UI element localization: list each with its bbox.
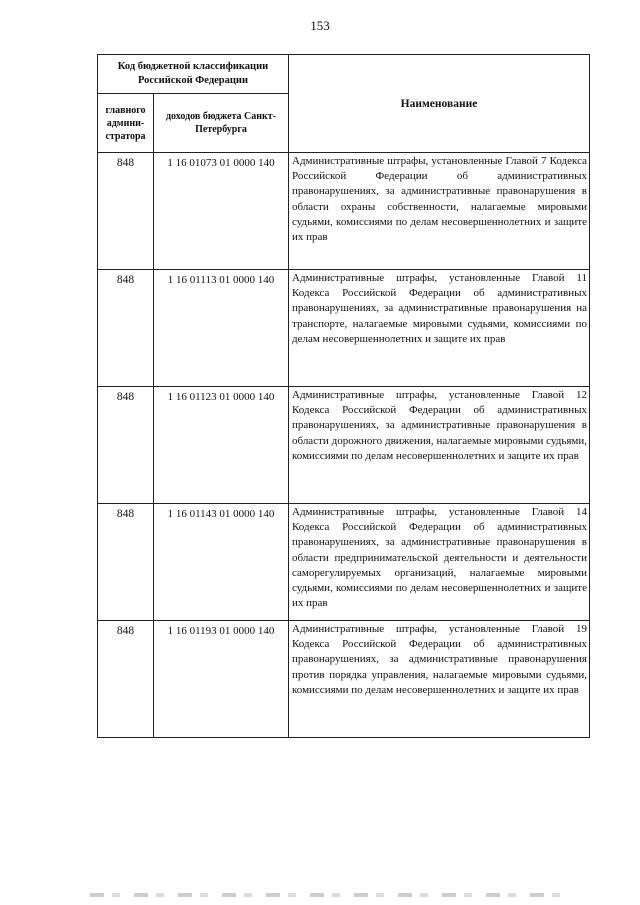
header-budget-revenue: доходов бюджета Санкт-Петербурга: [154, 94, 289, 153]
header-budget-classification-code: Код бюджетной классификации Российской Федерации: [98, 55, 289, 94]
table-row: [98, 504, 590, 621]
revenue-name-cell: Административные штрафы, установленные Главой 11 Кодекса Российской Федерации об административных правонарушениях, за административные правонарушения на транспорте, налагаемые мировыми судьями, комиссиями по делам несовершеннолетних и защите их прав: [289, 270, 590, 387]
revenue-code-cell: 1 16 01073 01 0000 140: [154, 153, 289, 270]
revenue-code-cell: 1 16 01113 01 0000 140: [154, 270, 289, 387]
revenue-name-cell: Административные штрафы, установленные Главой 14 Кодекса Российской Федерации об административных правонарушениях, за административные правонарушения в области предпринимательской деятельности и деятельности саморегулируемых организаций, налагаемые мировыми судьями, комиссиями по делам несовершеннолетних и защите их прав: [289, 504, 590, 621]
admin-code-cell: 848: [98, 504, 154, 621]
revenue-name-cell: Административные штрафы, установленные Главой 19 Кодекса Российской Федерации об административных правонарушениях, за административные правонарушения против порядка управления, налагаемые мировыми судьями, комиссиями по делам несовершеннолетних и защите их прав: [289, 621, 590, 738]
page-number: 153: [310, 18, 330, 33]
table-row: [98, 621, 590, 738]
admin-code-cell: 848: [98, 153, 154, 270]
table-row: [98, 270, 590, 387]
table-row: [98, 387, 590, 504]
admin-code-cell: 848: [98, 387, 154, 504]
scan-footer-artifact: [90, 893, 570, 897]
header-main-administrator: главного админи-стратора: [98, 94, 154, 153]
revenue-name-cell: Административные штрафы, установленные Главой 12 Кодекса Российской Федерации об административных правонарушениях, за административные правонарушения в области дорожного движения, налагаемые мировыми судьями, комиссиями по делам несовершеннолетних и защите их прав: [289, 387, 590, 504]
admin-code-cell: 848: [98, 621, 154, 738]
header-name: Наименование: [289, 55, 590, 153]
table-header-row: [98, 55, 590, 94]
revenue-code-cell: 1 16 01143 01 0000 140: [154, 504, 289, 621]
revenue-code-cell: 1 16 01123 01 0000 140: [154, 387, 289, 504]
admin-code-cell: 848: [98, 270, 154, 387]
budget-classification-table: [97, 54, 590, 738]
revenue-code-cell: 1 16 01193 01 0000 140: [154, 621, 289, 738]
table-row: [98, 153, 590, 270]
revenue-name-cell: Административные штрафы, установленные Главой 7 Кодекса Российской Федерации об административных правонарушениях, за административные правонарушения в области охраны собственности, налагаемые мировыми судьями, комиссиями по делам несовершеннолетних и защите их прав: [289, 153, 590, 270]
